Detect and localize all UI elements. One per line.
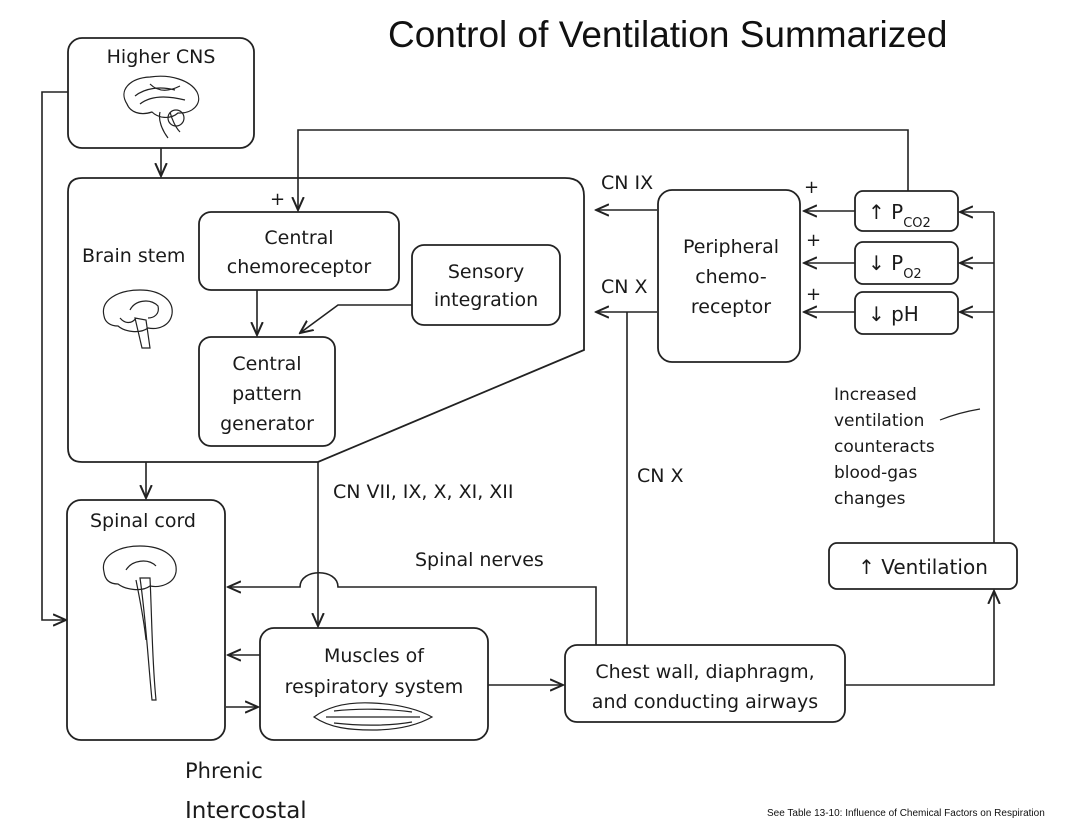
arrow-sensory-to-generator bbox=[300, 305, 412, 333]
cn-multi-label: CN VII, IX, X, XI, XII bbox=[333, 481, 514, 503]
chest-line2: and conducting airways bbox=[591, 691, 819, 713]
plus-pco2: + bbox=[804, 177, 820, 198]
brainstem-icon bbox=[103, 290, 172, 348]
plus-central: + bbox=[270, 189, 286, 210]
intercostal-label: Intercostal bbox=[185, 798, 307, 824]
ventilation-label: ↑ Ventilation bbox=[858, 555, 988, 579]
muscles-line2: respiratory system bbox=[284, 676, 464, 698]
pco2-label: ↑ $P_{CO2}$ bbox=[868, 200, 931, 231]
counteracts-line1: Increased bbox=[834, 385, 917, 405]
counteracts-line5: changes bbox=[834, 489, 906, 509]
brain-stem-label: Brain stem bbox=[82, 245, 186, 267]
cn-ix-label: CN IX bbox=[601, 172, 654, 194]
counteracts-line3: counteracts bbox=[834, 437, 935, 457]
peripheral-line1: Peripheral bbox=[682, 236, 780, 258]
cn-x-mid-label: CN X bbox=[637, 465, 684, 487]
spinal-cord-box bbox=[67, 500, 225, 740]
muscle-icon bbox=[314, 703, 432, 730]
spinal-nerves-label: Spinal nerves bbox=[415, 549, 544, 571]
sensory-integration-box bbox=[412, 245, 560, 325]
po2-label: ↓ $P_{O2}$ bbox=[868, 251, 922, 282]
cn-x-top-label: CN X bbox=[601, 276, 648, 298]
spinal-cord-label: Spinal cord bbox=[89, 510, 197, 532]
footnote: See Table 13-10: Influence of Chemical Factors on Respiration bbox=[767, 808, 1045, 819]
diagram-title: Control of Ventilation Summarized bbox=[388, 14, 948, 55]
higher-cns-label: Higher CNS bbox=[106, 46, 216, 68]
sensory-line2: integration bbox=[433, 289, 539, 311]
spinal-cord-icon bbox=[103, 546, 176, 700]
sensory-line1: Sensory bbox=[447, 261, 525, 283]
plus-po2: + bbox=[806, 230, 822, 251]
ph-label: ↓ pH bbox=[868, 302, 919, 326]
pattern-line2: pattern bbox=[232, 383, 302, 405]
chest-line1: Chest wall, diaphragm, bbox=[595, 661, 815, 683]
central-chemo-line1: Central bbox=[264, 227, 334, 249]
peripheral-line3: receptor bbox=[690, 296, 772, 318]
central-chemo-line2: chemoreceptor bbox=[226, 256, 372, 278]
plus-ph: + bbox=[806, 284, 822, 305]
arrow-spinal-nerves bbox=[228, 573, 596, 645]
peripheral-line2: chemo- bbox=[695, 266, 767, 288]
counteracts-dash bbox=[940, 409, 980, 420]
pattern-line3: generator bbox=[220, 413, 314, 435]
counteracts-line4: blood-gas bbox=[834, 463, 918, 483]
counteracts-line2: ventilation bbox=[834, 411, 925, 431]
brain-icon bbox=[124, 76, 199, 138]
phrenic-label: Phrenic bbox=[185, 759, 263, 783]
arrow-pco2-to-central bbox=[298, 130, 908, 210]
pattern-line1: Central bbox=[232, 353, 302, 375]
arrow-chest-to-ventilation bbox=[845, 591, 994, 685]
central-chemoreceptor-box bbox=[199, 212, 399, 290]
muscles-line1: Muscles of bbox=[323, 645, 425, 667]
arrow-cns-to-spinal bbox=[42, 92, 68, 620]
